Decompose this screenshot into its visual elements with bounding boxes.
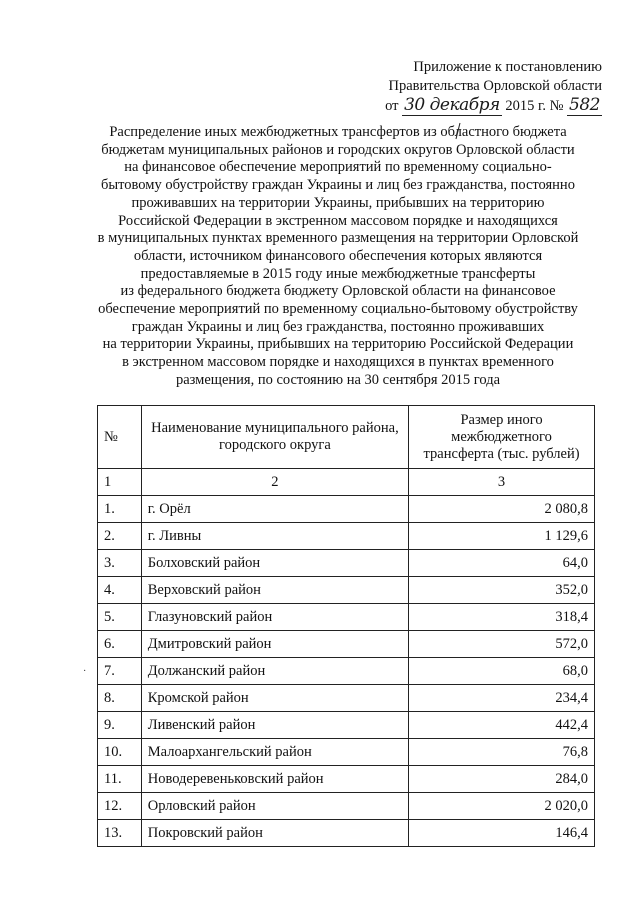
row-num: 7. — [98, 658, 142, 685]
decree-prefix: от — [385, 98, 399, 114]
index-cell: 2 — [141, 469, 408, 496]
row-name: Новодеревеньковский район — [141, 766, 408, 793]
index-cell: 1 — [98, 469, 142, 496]
table-row — [98, 496, 595, 523]
title-line: в муниципальных пунктах временного размещения на территории Орловской — [97, 230, 579, 247]
row-value: 68,0 — [409, 658, 595, 685]
table-row — [98, 685, 595, 712]
row-num: 2. — [98, 523, 142, 550]
row-name: г. Ливны — [141, 523, 408, 550]
title-line: бытовому обустройству граждан Украины и лиц без гражданства, постоянно — [101, 177, 575, 194]
transfers-table — [97, 405, 595, 847]
row-name: Ливенский район — [141, 712, 408, 739]
row-num: 10. — [98, 739, 142, 766]
table-row — [98, 712, 595, 739]
row-num: 4. — [98, 577, 142, 604]
header-name: Наименование муниципального района, городского округа — [141, 406, 408, 469]
margin-dot-mark: · — [83, 666, 87, 677]
row-num: 6. — [98, 631, 142, 658]
row-name: Должанский район — [141, 658, 408, 685]
row-num: 11. — [98, 766, 142, 793]
row-value: 146,4 — [409, 820, 595, 847]
title-line: проживавших на территории Украины, прибывших на территорию — [131, 194, 545, 211]
table-row — [98, 631, 595, 658]
title-line: в экстренном массовом порядке и находящихся в пунктах временного — [122, 354, 554, 371]
row-name: Дмитровский район — [141, 631, 408, 658]
header-value: Размер иного межбюджетного трансферта (тыс. рублей) — [409, 406, 595, 469]
document-header — [362, 58, 602, 116]
column-index-row — [98, 469, 595, 496]
table-row — [98, 793, 595, 820]
row-name: г. Орёл — [141, 496, 408, 523]
row-value: 2 020,0 — [409, 793, 595, 820]
table-row — [98, 550, 595, 577]
table-row — [98, 604, 595, 631]
row-value: 284,0 — [409, 766, 595, 793]
decree-date-handwritten: 30 декабря — [404, 95, 500, 115]
title-line: граждан Украины и лиц без гражданства, постоянно проживавших — [131, 318, 545, 335]
row-name: Кромской район — [141, 685, 408, 712]
title-line: бюджетам муниципальных районов и городских округов Орловской области — [101, 141, 575, 158]
title-line: на финансовое обеспечение мероприятий по временному социально- — [124, 159, 552, 176]
row-value: 352,0 — [409, 577, 595, 604]
table-row — [98, 739, 595, 766]
row-name: Верховский район — [141, 577, 408, 604]
table-header-row — [98, 406, 595, 469]
title-line: размещения, по состоянию на 30 сентября 2015 года — [175, 371, 501, 388]
row-num: 8. — [98, 685, 142, 712]
row-value: 64,0 — [409, 550, 595, 577]
title-line: из федерального бюджета бюджету Орловской области на финансовое — [120, 283, 556, 300]
row-num: 1. — [98, 496, 142, 523]
appendix-label: Приложение к постановлению — [413, 59, 602, 75]
title-line: Российской Федерации в экстренном массовом порядке и находящихся — [118, 212, 558, 229]
row-name: Покровский район — [141, 820, 408, 847]
row-value: 234,4 — [409, 685, 595, 712]
title-line: Распределение иных межбюджетных трансфертов из областного бюджета — [109, 124, 567, 140]
row-num: 12. — [98, 793, 142, 820]
government-label: Правительства Орловской области — [388, 78, 602, 94]
row-num: 5. — [98, 604, 142, 631]
table-row — [98, 766, 595, 793]
title-line: предоставляемые в 2015 году иные межбюджетные трансферты — [140, 265, 536, 282]
row-num: 3. — [98, 550, 142, 577]
row-num: 9. — [98, 712, 142, 739]
row-value: 1 129,6 — [409, 523, 595, 550]
row-name: Болховский район — [141, 550, 408, 577]
header-num: № — [98, 406, 142, 469]
table-row — [98, 658, 595, 685]
row-name: Глазуновский район — [141, 604, 408, 631]
title-line: обеспечение мероприятий по временному социально-бытовому обустройству — [98, 301, 578, 318]
row-name: Малоархангельский район — [141, 739, 408, 766]
row-value: 318,4 — [409, 604, 595, 631]
table-row — [98, 820, 595, 847]
index-cell: 3 — [409, 469, 595, 496]
row-value: 76,8 — [409, 739, 595, 766]
row-value: 572,0 — [409, 631, 595, 658]
decree-reference — [362, 96, 602, 116]
title-line: на территории Украины, прибывших на территорию Российской Федерации — [102, 336, 574, 353]
title-line: области, источником финансового обеспечения которых являются — [133, 247, 543, 264]
decree-year-number: 2015 г. № — [505, 98, 564, 114]
decree-number-handwritten: 582 — [569, 95, 600, 115]
document-title — [88, 124, 588, 390]
row-name: Орловский район — [141, 793, 408, 820]
table-row — [98, 523, 595, 550]
row-value: 2 080,8 — [409, 496, 595, 523]
table-row — [98, 577, 595, 604]
row-num: 13. — [98, 820, 142, 847]
row-value: 442,4 — [409, 712, 595, 739]
